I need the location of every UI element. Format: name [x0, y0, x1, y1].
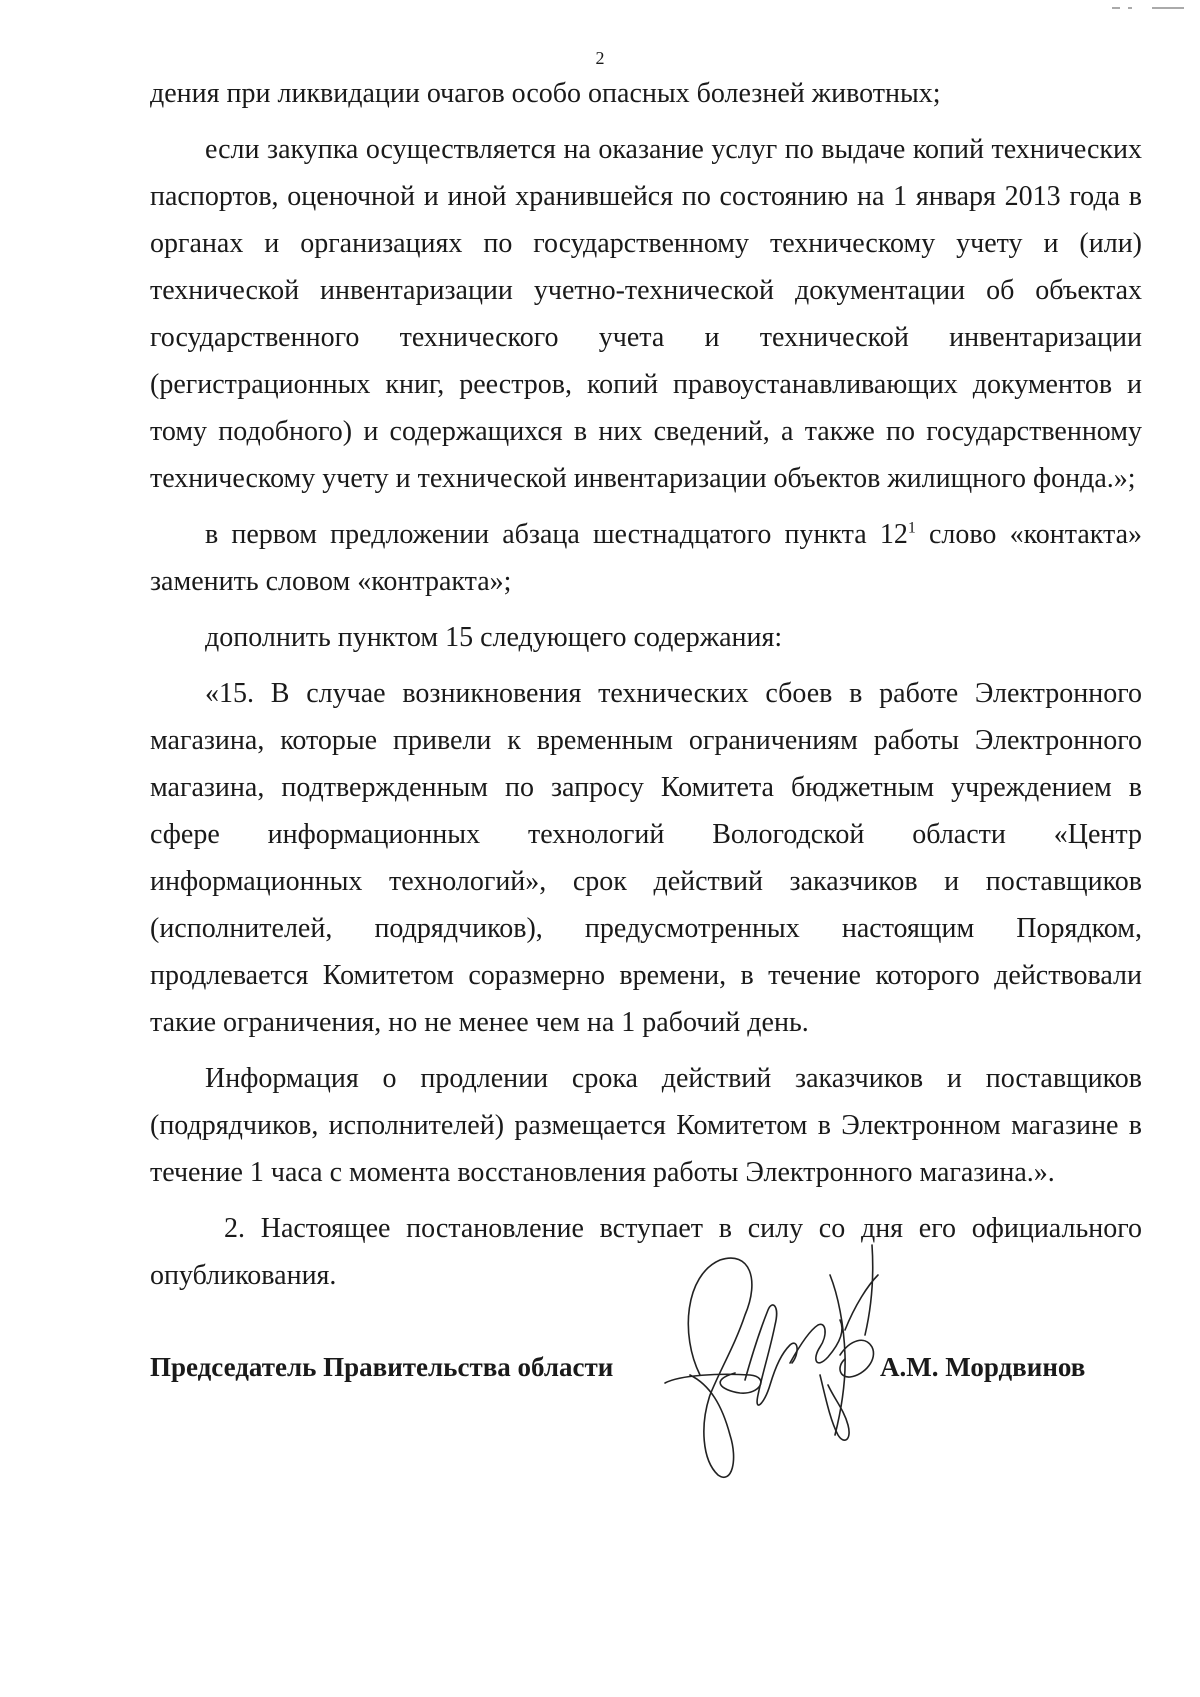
paragraph-text: в первом предложении абзаца шестнадцатого пункта 12	[205, 519, 908, 550]
paragraph-continuation: дения при ликвидации очагов особо опасных болезней животных;	[150, 78, 941, 109]
handwritten-signature	[640, 1235, 920, 1485]
signer-name: А.М. Мордвинов	[880, 1352, 1086, 1382]
paragraph-clause-15: «15. В случае возникновения технических сбоев в работе Электронного магазина, которые привели к временным ограничениям работы Электронного магазина, подтвержденным по запросу Комитета бюджетным учреждением в сфере информационных технологий Вологодской области «Центр информационных технологий», срок действий заказчиков и поставщиков (исполнителей, подрядчиков), предусмотренных настоящим Порядком, продлевается Комитетом соразмерно времени, в течение которого действовали такие ограничения, но не менее чем на 1 рабочий день.	[150, 678, 1142, 1038]
paragraph-contract-amendment	[150, 511, 1142, 605]
paragraph-effective-date: 2. Настоящее постановление вступает в силу со дня его официального опубликования.	[150, 1213, 1142, 1291]
paragraph-information: Информация о продлении срока действий заказчиков и поставщиков (подрядчиков, исполнителей) размещается Комитетом в Электронном магазине в течение 1 часа с момента восстановления работы Электронного магазина.».	[150, 1063, 1142, 1188]
signer-title: Председатель Правительства области	[150, 1352, 614, 1382]
page-number: 2	[595, 48, 605, 68]
paragraph-technical-passports: если закупка осуществляется на оказание услуг по выдаче копий технических паспортов, оценочной и иной хранившейся по состоянию на 1 января 2013 года в органах и организациях по государственному техническому учету и (или) технической инвентаризации учетно-технической документации об объектах государственного технического учета и технической инвентаризации (регистрационных книг, реестров, копий правоустанавливающих документов и тому подобного) и содержащихся в них сведений, а также по государственному техническому учету и технической инвентаризации объектов жилищного фонда.»;	[150, 134, 1142, 494]
document-body	[150, 70, 1142, 1308]
signature-block	[150, 1338, 1100, 1388]
paragraph-add-clause: дополнить пунктом 15 следующего содержания:	[205, 622, 783, 653]
scan-artifact	[1052, 0, 1192, 8]
paragraph-text: слово «контакта» заменить словом «контракта»;	[150, 519, 1142, 597]
superscript-index: 1	[907, 519, 916, 537]
